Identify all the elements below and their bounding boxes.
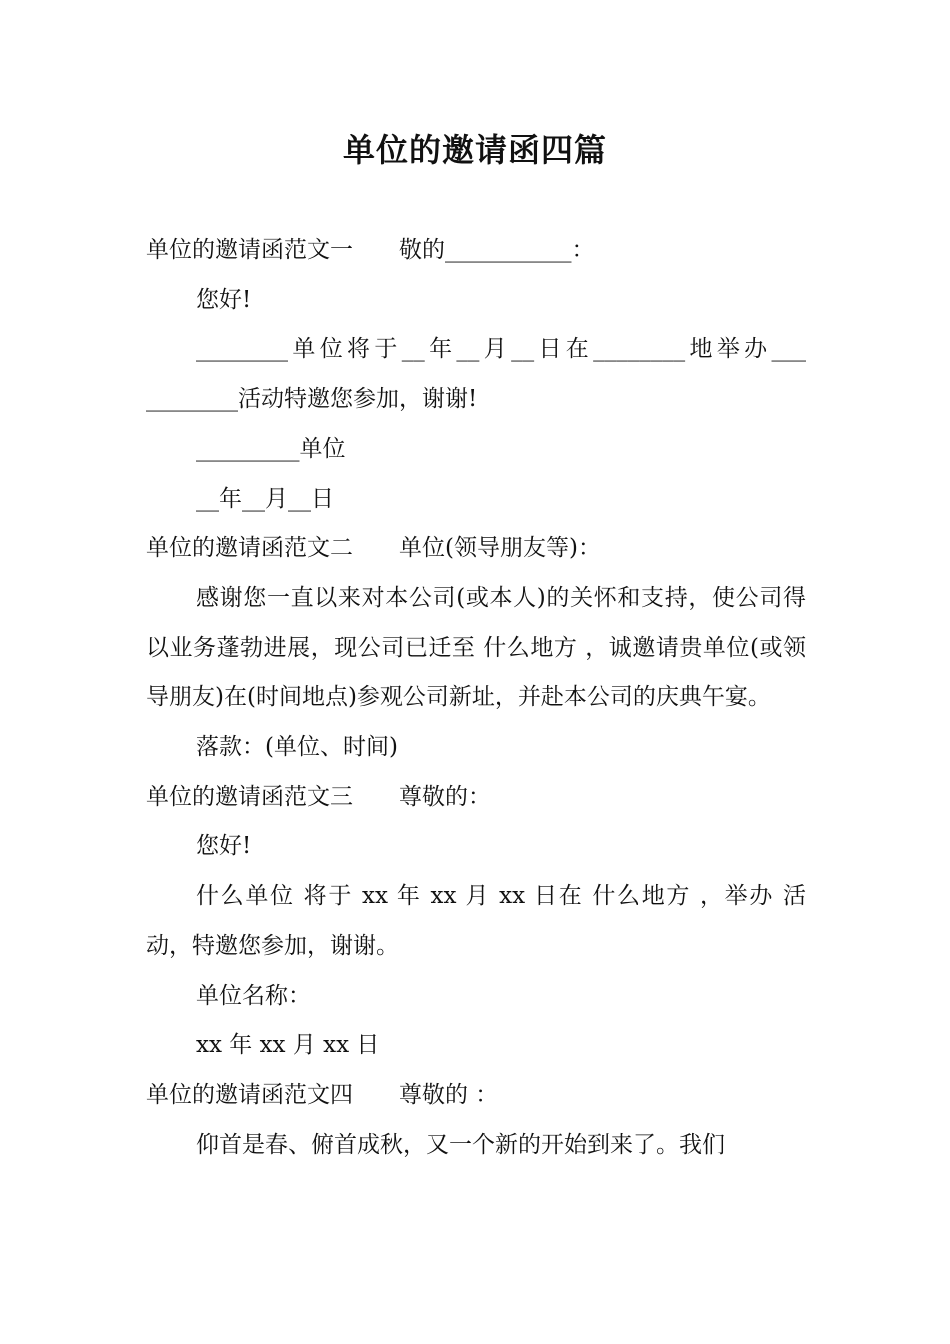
invitation-paragraph: 感谢您一直以来对本公司(或本人)的关怀和支持，使公司得以业务蓬勃进展，现公司已迁至 什么地方 ，诚邀请贵单位(或领导朋友)在(时间地点)参观公司新址，并赴本公司的庆典午宴。	[146, 584, 806, 711]
signature-unit: 单位名称：	[196, 982, 311, 1009]
document-body	[146, 226, 814, 1170]
invitation-paragraph: ________单位将于__年__月__日在________地举办___ ________活动特邀您参加，谢谢!	[146, 336, 814, 413]
document-title: 单位的邀请函四篇	[342, 131, 607, 169]
greeting: 您好!	[196, 286, 252, 313]
signature-unit: _________单位	[196, 435, 346, 462]
invitation-paragraph: 什么单位 将于 xx 年 xx 月 xx 日在 什么地方 ，举办 活动，特邀您参加，谢谢。	[146, 883, 806, 959]
signature-date: __年__月__日	[196, 485, 334, 512]
invitation-paragraph: 仰首是春、俯首成秋，又一个新的开始到来了。我们	[196, 1131, 725, 1158]
section-1-heading: 单位的邀请函范文一 敬的___________：	[146, 237, 595, 263]
greeting: 您好!	[196, 833, 252, 860]
section-3-heading: 单位的邀请函范文三 尊敬的：	[146, 783, 491, 810]
section-2-heading: 单位的邀请函范文二 单位(领导朋友等)：	[146, 535, 601, 562]
signature-line: 落款：(单位、时间)	[196, 734, 398, 761]
signature-date: xx 年 xx 月 xx 日	[196, 1032, 380, 1059]
section-4-heading: 单位的邀请函范文四 尊敬的 ：	[146, 1081, 499, 1108]
